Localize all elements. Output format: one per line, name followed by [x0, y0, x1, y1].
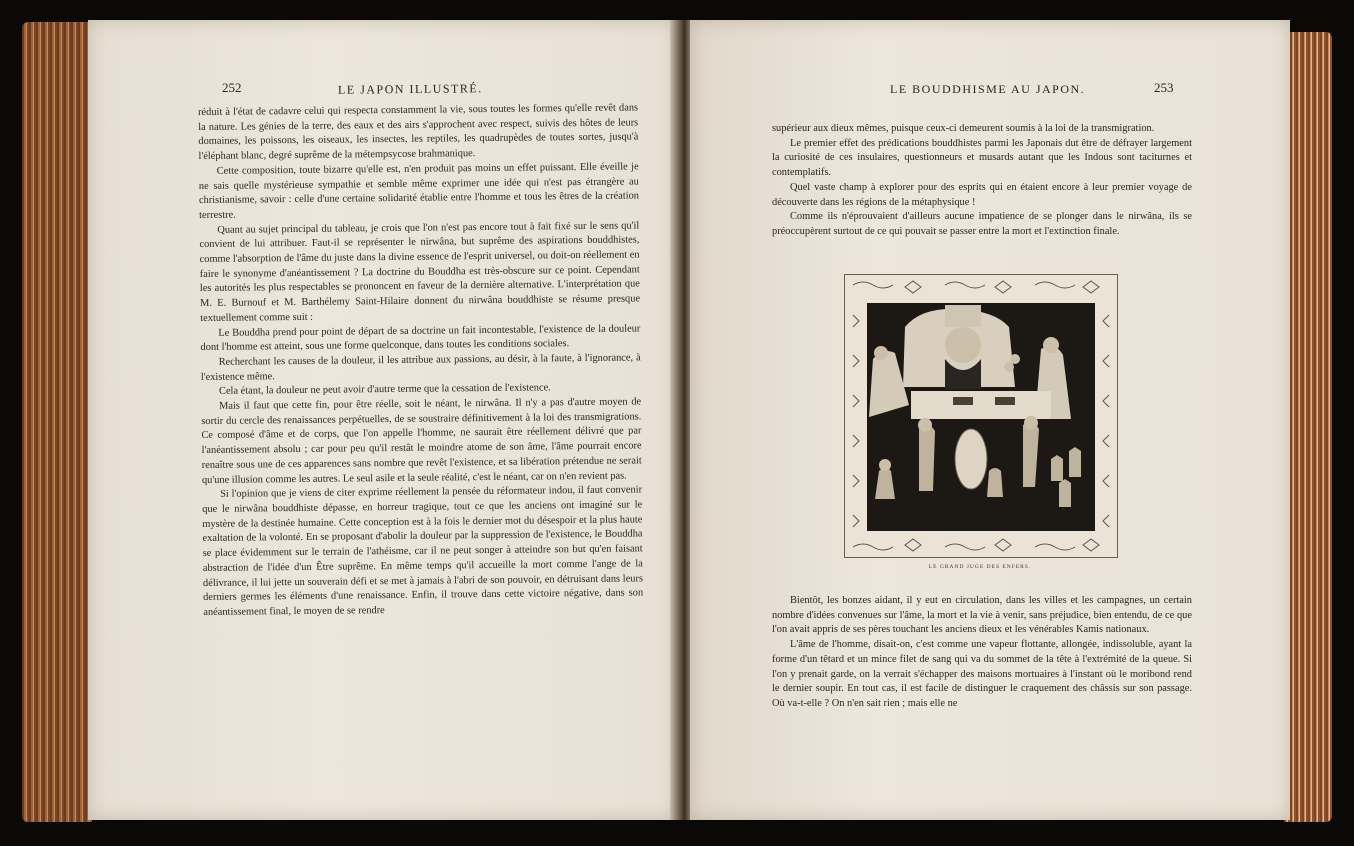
engraving-great-judge-of-hell	[844, 274, 1118, 558]
right-page-number: 253	[1154, 80, 1174, 95]
paragraph: Comme ils n'éprouvaient d'ailleurs aucune impatience de se plonger dans le nirwâna, ils se préoccupèrent surtout de ce qui pouvait se passer entre la mort et l'extinction finale.	[772, 211, 1192, 237]
paragraph: Quel vaste champ à explorer pour des esprits qui en étaient encore à leur premier voyage de découverte dans les régions de la métaphysique !	[772, 181, 1192, 208]
paragraph: Recherchant les causes de la douleur, il les attribue aux passions, au désir, à la faute, à l'ignorance, à l'existence même.	[200, 352, 641, 383]
left-running-head: LE JAPON ILLUSTRÉ.	[337, 81, 483, 97]
left-page-number: 252	[222, 80, 242, 95]
right-running-head: LE BOUDDHISME AU JAPON.	[890, 82, 1086, 96]
left-body-text	[198, 101, 643, 620]
illustration-caption: LE GRAND JUGE DES ENFERS.	[928, 564, 1032, 570]
paragraph: réduit à l'état de cadavre celui qui respecta constamment la vie, sous toutes les formes qu'elle revêt dans la nature. Les génies de la terre, des eaux et des airs s'approchent avec respect, suivis des hôtes de leurs domaines, les poissons, les oiseaux, les insectes, les reptiles, les quadrupèdes de toutes sortes, jusqu'à l'éléphant blanc, degré suprême de la métempsycose brahmanique.	[198, 102, 639, 163]
engraving-image	[845, 275, 1117, 557]
paragraph: Mais il faut que cette fin, pour être réelle, soit le néant, le nirwâna. Il n'y a pas d'autre moyen de sortir du cercle des renaissances perpétuelles, de se soustraire définitivement à la loi des transmigrations. Ce composé d'âme et de corps, que l'on appelle l'homme, ne saurait être réellement délivré que par l'anéantissement absolu ; car pour peu qu'il restât le moindre atome de son âme, l'âme pourrait encore renaître sous une de ces apparences sans nombre que revêt l'existence, et sa libération prétendue ne serait qu'une illusion comme les autres. Le seul asile et la seule réalité, c'est le néant, car on n'en revient pas.	[201, 396, 642, 486]
paragraph: Cette composition, toute bizarre qu'elle est, n'en produit pas moins un effet puissant. Elle éveille je ne sais quelle mystérieuse sympathie et semble même exprimer une idée qui n'est pas étrangère au christianisme, savoir : celle d'une certaine solidarité établie entre l'homme et tous les êtres de la création terrestre.	[198, 161, 640, 221]
right-body-text-bottom	[772, 594, 1192, 712]
right-page	[690, 20, 1290, 820]
right-body-text-top	[772, 122, 1192, 240]
paragraph: L'âme de l'homme, disait-on, c'est comme une vapeur flottante, allongée, indissoluble, ayant la forme d'un têtard et un mince filet de sang qui va du sommet de la tête à l'extrémité de la queue. Si l'on y prenait garde, on la verrait s'échapper des maisons mortuaires à l'instant où le moribond rend le dernier soupir. En tout cas, il est facile de distinguer le craquement des châssis sur son passage. Où va-t-elle ? On n'en sait rien ; mais elle ne	[772, 639, 1192, 709]
paragraph: Cela étant, la douleur ne peut avoir d'autre terme que la cessation de l'existence.	[218, 382, 551, 398]
paragraph: Le premier effet des prédications bouddhistes parmi les Japonais dut être de défrayer largement la curiosité de ces insulaires, questionneurs et musards autant que les Indous sont taciturnes et contemplatifs.	[772, 137, 1192, 179]
right-page-edges	[1284, 32, 1332, 822]
paragraph: Bientôt, les bonzes aidant, il y eut en circulation, dans les villes et les campagnes, un certain nombre d'idées convenues sur l'âme, la mort et la vie à venir, sans préjudice, bien entendu, de ce que l'on avait appris de ses pères touchant les anciens dieux et les vénérables Kamis nationaux.	[772, 595, 1192, 636]
paragraph: Si l'opinion que je viens de citer exprime réellement la pensée du réformateur indou, il faut convenir que le nirwâna bouddhiste dépasse, en horreur tragique, tout ce que les anciens ont imaginé sur le mystère de la destinée humaine. Cette conception est à la fois le dernier mot du désespoir et la plus haute exaltation de la volonté. En se proposant d'abolir la douleur par la suppression de l'existence, le Bouddha se place évidemment sur le terrain de l'athéisme, car il ne peut songer à atteindre son but qu'en faisant abstraction de l'idée d'un Être suprême. En même temps qu'il accueille la mort comme l'ange de la délivrance, il lui jette un souverain défi et se met à jamais à l'abri de son pouvoir, en détruisant dans leurs derniers germes les éléments d'une renaissance. Enfin, il trouve dans cette victoire négative, dans son anéantissement final, le moyen de se rendre	[202, 484, 644, 618]
left-page-edges	[22, 22, 92, 822]
left-page	[88, 20, 676, 820]
paragraph: supérieur aux dieux mêmes, puisque ceux-ci demeurent soumis à la loi de la transmigration.	[772, 123, 1155, 134]
paragraph: Quant au sujet principal du tableau, je crois que l'on n'est pas encore tout à fait fixé sur le sens qu'il convient de lui attribuer. Faut-il se représenter le nirwâna, but suprême des aspirations bouddhistes, comme l'absorption de l'âme du juste dans la divine essence de l'esprit universel, ou doit-on réellement en faire le synonyme d'anéantissement ? La doctrine du Bouddha est très-obscure sur ce point. Cependant les autorités les plus respectables se prononcent en faveur de la dernière alternative. L'interprétation que M. E. Burnouf et M. Barthélemy Saint-Hilaire donnent du nirwâna bouddhiste se résume presque textuellement comme suit :	[199, 220, 641, 324]
open-book	[22, 12, 1332, 832]
paragraph: Le Bouddha prend pour point de départ de sa doctrine un fait incontestable, l'existence de la douleur dont l'homme est atteint, sous une forme quelconque, dans toutes les conditions sociales.	[200, 322, 641, 354]
